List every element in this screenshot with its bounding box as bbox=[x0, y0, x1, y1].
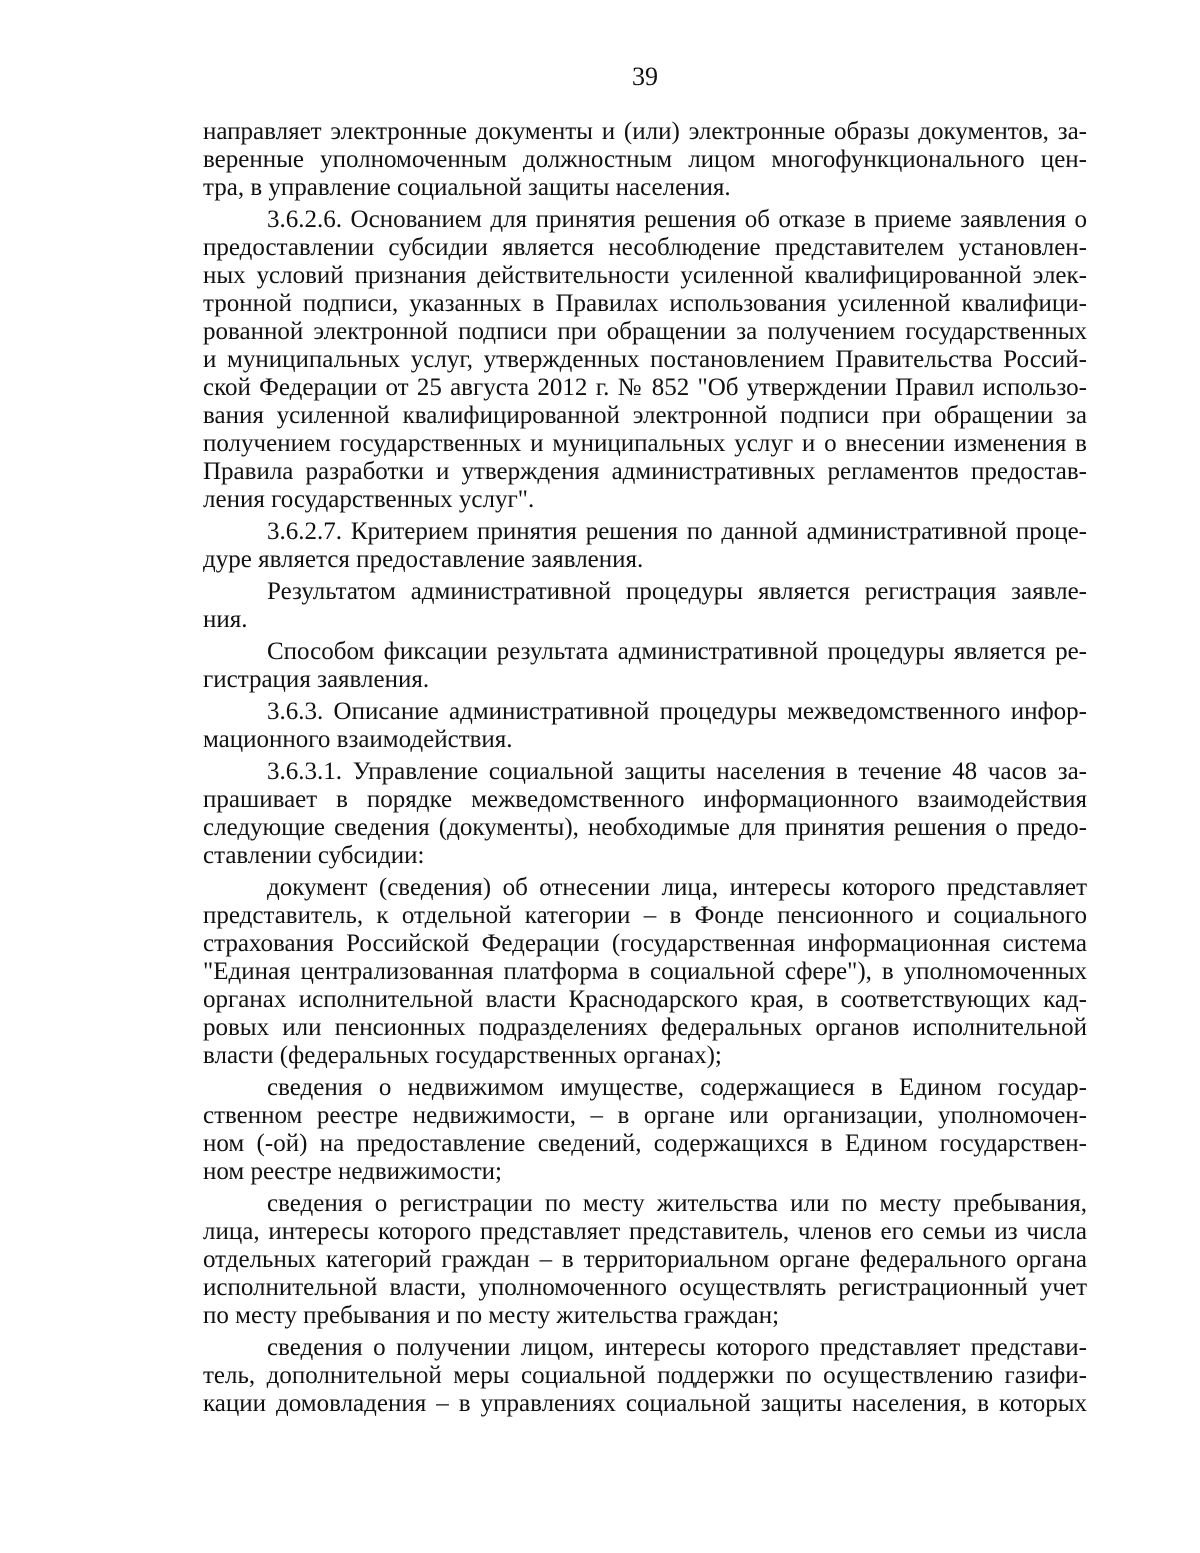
text-line: 3.6.3.1. Управление социальной защиты населения в течение 48 часов за- bbox=[267, 758, 1087, 785]
paragraph bbox=[203, 518, 1087, 574]
paragraph bbox=[203, 698, 1087, 754]
paragraph bbox=[203, 578, 1087, 634]
paragraph bbox=[203, 1334, 1087, 1418]
text-line: кации домовладения – в управлениях социальной защиты населения, в которых bbox=[203, 1390, 1087, 1417]
text-line: ской Федерации от 25 августа 2012 г. № 852 "Об утверждении Правил использо- bbox=[203, 374, 1087, 401]
text-line: ния. bbox=[203, 606, 248, 633]
text-line: сведения о регистрации по месту жительства или по месту пребывания, bbox=[267, 1190, 1087, 1217]
text-line: ления государственных услуг". bbox=[203, 486, 535, 513]
text-line: сведения о получении лицом, интересы которого представляет представи- bbox=[267, 1334, 1087, 1361]
text-line: документ (сведения) об отнесении лица, интересы которого представляет bbox=[267, 874, 1087, 901]
text-line: ном реестре недвижимости; bbox=[203, 1158, 502, 1185]
text-line: исполнительной власти, уполномоченного осуществлять регистрационный учет bbox=[203, 1274, 1087, 1301]
text-line: по месту пребывания и по месту жительства граждан; bbox=[203, 1302, 780, 1329]
text-line: 3.6.3. Описание административной процедуры межведомственного инфор- bbox=[267, 698, 1087, 725]
text-line: страхования Российской Федерации (государственная информационная система bbox=[203, 930, 1087, 957]
text-line: тронной подписи, указанных в Правилах использования усиленной квалифици- bbox=[203, 290, 1087, 317]
text-line: рованной электронной подписи при обращении за получением государственных bbox=[203, 318, 1087, 345]
text-line: ровых или пенсионных подразделениях федеральных органов исполнительной bbox=[203, 1014, 1087, 1041]
paragraph bbox=[203, 1074, 1087, 1186]
text-line: дуре является предоставление заявления. bbox=[203, 546, 644, 573]
text-line: представитель, к отдельной категории – в Фонде пенсионного и социального bbox=[203, 902, 1087, 929]
paragraph bbox=[203, 638, 1087, 694]
text-line: "Единая централизованная платформа в социальной сфере"), в уполномоченных bbox=[203, 958, 1087, 985]
text-line: вания усиленной квалифицированной электронной подписи при обращении за bbox=[203, 402, 1087, 429]
text-line: ных условий признания действительности усиленной квалифицированной элек- bbox=[203, 262, 1087, 289]
paragraph bbox=[203, 206, 1087, 514]
text-line: следующие сведения (документы), необходимые для принятия решения о предо- bbox=[203, 814, 1087, 841]
text-line: гистрация заявления. bbox=[203, 666, 430, 693]
text-line: получением государственных и муниципальных услуг и о внесении изменения в bbox=[203, 430, 1087, 457]
text-line: 3.6.2.7. Критерием принятия решения по данной административной проце- bbox=[267, 518, 1087, 545]
text-line: и муниципальных услуг, утвержденных постановлением Правительства Россий- bbox=[203, 346, 1087, 373]
text-line: предоставлении субсидии является несоблюдение представителем установлен- bbox=[203, 234, 1087, 261]
paragraph bbox=[203, 1190, 1087, 1330]
text-line: сведения о недвижимом имуществе, содержащиеся в Едином государ- bbox=[267, 1074, 1087, 1101]
text-line: мационного взаимодействия. bbox=[203, 726, 513, 753]
text-line: Результатом административной процедуры является регистрация заявле- bbox=[267, 578, 1087, 605]
text-line: отдельных категорий граждан – в территориальном органе федерального органа bbox=[203, 1246, 1087, 1273]
text-line: Способом фиксации результата административной процедуры является ре- bbox=[267, 638, 1087, 665]
paragraph bbox=[203, 118, 1087, 202]
page-number: 39 bbox=[632, 62, 658, 91]
text-line: лица, интересы которого представляет представитель, членов его семьи из числа bbox=[203, 1218, 1087, 1245]
text-line: направляет электронные документы и (или) электронные образы документов, за- bbox=[203, 118, 1087, 145]
text-line: Правила разработки и утверждения административных регламентов предостав- bbox=[203, 458, 1087, 485]
text-line: власти (федеральных государственных органах); bbox=[203, 1042, 722, 1069]
text-line: прашивает в порядке межведомственного информационного взаимодействия bbox=[203, 786, 1087, 813]
text-line: ном (-ой) на предоставление сведений, содержащихся в Едином государствен- bbox=[203, 1130, 1087, 1157]
text-line: 3.6.2.6. Основанием для принятия решения об отказе в приеме заявления о bbox=[267, 206, 1087, 233]
text-line: ставлении субсидии: bbox=[203, 842, 425, 869]
text-line: ственном реестре недвижимости, – в органе или организации, уполномочен- bbox=[203, 1102, 1087, 1129]
document-body bbox=[203, 118, 1087, 1418]
text-line: органах исполнительной власти Краснодарского края, в соответствующих кад- bbox=[203, 986, 1087, 1013]
paragraph bbox=[203, 758, 1087, 870]
text-line: тель, дополнительной меры социальной поддержки по осуществлению газифи- bbox=[203, 1362, 1087, 1389]
text-line: веренные уполномоченным должностным лицом многофункционального цен- bbox=[203, 146, 1087, 173]
text-line: тра, в управление социальной защиты населения. bbox=[203, 174, 731, 201]
paragraph bbox=[203, 874, 1087, 1070]
